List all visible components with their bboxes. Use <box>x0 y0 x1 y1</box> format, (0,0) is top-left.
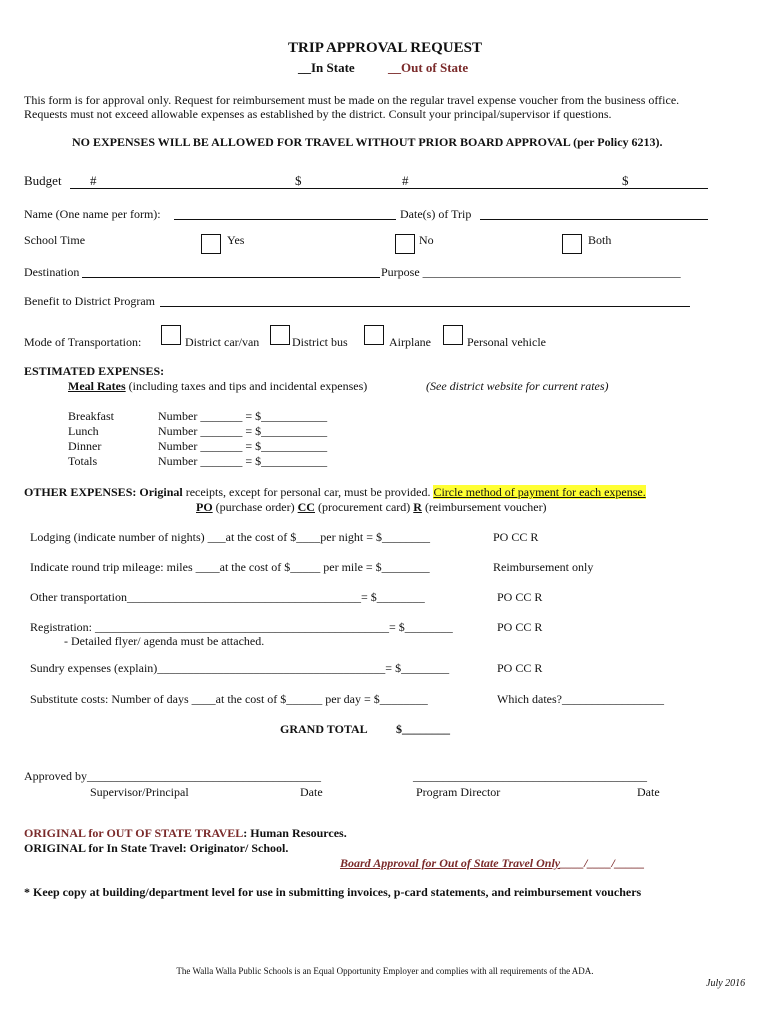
grand-total-label: GRAND TOTAL <box>280 722 368 736</box>
mileage-row[interactable]: Indicate round trip mileage: miles ____at the cost of $_____ per mile = $________ <box>30 560 430 574</box>
benefit-field[interactable] <box>160 306 690 307</box>
budget-field-line[interactable] <box>70 188 708 189</box>
form-title: TRIP APPROVAL REQUEST <box>288 40 482 56</box>
dates-label: Date(s) of Trip <box>400 207 472 221</box>
supervisor-caption: Supervisor/Principal <box>90 785 189 799</box>
dates-field[interactable] <box>480 219 708 220</box>
keep-copy-note: * Keep copy at building/department level for use in submitting invoices, p-card statements, and reimbursement vouchers <box>24 885 642 899</box>
school-time-yes-label: Yes <box>227 233 245 247</box>
meal-breakfast-calc[interactable]: Number _______ = $___________ <box>158 409 328 423</box>
transport-personal-label: Personal vehicle <box>467 335 546 349</box>
revision-date: July 2016 <box>706 978 746 989</box>
name-field[interactable] <box>174 219 396 220</box>
estimated-expenses-heading: ESTIMATED EXPENSES: <box>24 364 165 378</box>
circle-payment-note: Circle method of payment for each expense. <box>433 485 646 499</box>
original-out-of-state: ORIGINAL for OUT OF STATE TRAVEL: Human Resources. <box>24 826 347 840</box>
transport-air-label: Airplane <box>389 335 431 349</box>
name-label: Name (One name per form): <box>24 207 161 221</box>
intro-line-1: This form is for approval only. Request for reimbursement must be made on the regular travel expense voucher from the business office. <box>24 93 680 107</box>
lodging-row[interactable]: Lodging (indicate number of nights) ___at the cost of $____per night = $________ <box>30 530 431 544</box>
original-in-state: ORIGINAL for In State Travel: Originator/ School. <box>24 841 289 855</box>
destination-label: Destination <box>24 265 80 279</box>
budget-amount-2: $ <box>622 173 629 188</box>
school-time-no-label: No <box>419 233 434 247</box>
registration-row[interactable]: Registration: _________________________________________________= $________ <box>30 620 453 634</box>
transport-car-label: District car/van <box>185 335 260 349</box>
other-transportation-payment[interactable]: PO CC R <box>497 590 543 604</box>
other-expenses-intro: OTHER EXPENSES: Original receipts, except for personal car, must be provided. Circle method of payment for each expense. <box>24 485 646 499</box>
school-time-both-checkbox[interactable] <box>562 234 582 254</box>
budget-number-2: # <box>402 173 409 188</box>
see-website-note: (See district website for current rates) <box>426 379 609 393</box>
approved-by-line[interactable]: Approved by_______________________________________ <box>24 769 321 783</box>
in-state-option[interactable]: __In State <box>298 60 355 75</box>
sundry-payment[interactable]: PO CC R <box>497 661 543 675</box>
board-approval-warning: NO EXPENSES WILL BE ALLOWED FOR TRAVEL WITHOUT PRIOR BOARD APPROVAL (per Policy 6213). <box>72 135 663 149</box>
program-director-caption: Program Director <box>416 785 501 799</box>
destination-field[interactable] <box>82 277 380 278</box>
transport-air-checkbox[interactable] <box>364 325 384 345</box>
payment-method-legend: PO (purchase order) CC (procurement card) R (reimbursement voucher) <box>196 500 547 514</box>
meal-totals-label: Totals <box>68 454 98 468</box>
other-transportation-row[interactable]: Other transportation_______________________________________= $________ <box>30 590 425 604</box>
transport-bus-label: District bus <box>292 335 348 349</box>
sundry-row[interactable]: Sundry expenses (explain)______________________________________= $________ <box>30 661 450 675</box>
supervisor-date-caption: Date <box>300 785 323 799</box>
purpose-field[interactable]: Purpose ___________________________________________ <box>381 265 681 279</box>
out-of-state-option[interactable]: __Out of State <box>388 60 469 75</box>
board-approval-line[interactable]: Board Approval for Out of State Travel Only____/____/_____ <box>340 856 645 870</box>
school-time-both-label: Both <box>588 233 612 247</box>
lodging-payment[interactable]: PO CC R <box>493 530 539 544</box>
meal-dinner-label: Dinner <box>68 439 102 453</box>
director-date-caption: Date <box>637 785 660 799</box>
mileage-payment: Reimbursement only <box>493 560 594 574</box>
meal-dinner-calc[interactable]: Number _______ = $___________ <box>158 439 328 453</box>
budget-label: Budget <box>24 173 62 188</box>
school-time-yes-checkbox[interactable] <box>201 234 221 254</box>
registration-note: - Detailed flyer/ agenda must be attached. <box>64 634 265 648</box>
intro-line-2: Requests must not exceed allowable expenses as established by the district. Consult your principal/supervisor if questions. <box>24 107 612 121</box>
transport-bus-checkbox[interactable] <box>270 325 290 345</box>
benefit-label: Benefit to District Program <box>24 294 155 308</box>
meal-totals-calc[interactable]: Number _______ = $___________ <box>158 454 328 468</box>
budget-number-1: # <box>90 173 97 188</box>
budget-amount-1: $ <box>295 173 302 188</box>
meal-rates-label: Meal Rates (including taxes and tips and incidental expenses) <box>68 379 368 393</box>
meal-lunch-label: Lunch <box>68 424 99 438</box>
meal-breakfast-label: Breakfast <box>68 409 114 423</box>
footer-eeo: The Walla Walla Public Schools is an Equal Opportunity Employer and complies with all requirements of the ADA. <box>176 966 594 976</box>
school-time-label: School Time <box>24 233 86 247</box>
program-director-line[interactable]: _______________________________________ <box>413 769 647 783</box>
transport-car-checkbox[interactable] <box>161 325 181 345</box>
meal-lunch-calc[interactable]: Number _______ = $___________ <box>158 424 328 438</box>
substitute-dates[interactable]: Which dates?_________________ <box>497 692 664 706</box>
transport-personal-checkbox[interactable] <box>443 325 463 345</box>
substitute-row[interactable]: Substitute costs: Number of days ____at the cost of $______ per day = $________ <box>30 692 428 706</box>
school-time-no-checkbox[interactable] <box>395 234 415 254</box>
transport-label: Mode of Transportation: <box>24 335 142 349</box>
grand-total-field[interactable]: $________ <box>396 722 450 736</box>
registration-payment[interactable]: PO CC R <box>497 620 543 634</box>
